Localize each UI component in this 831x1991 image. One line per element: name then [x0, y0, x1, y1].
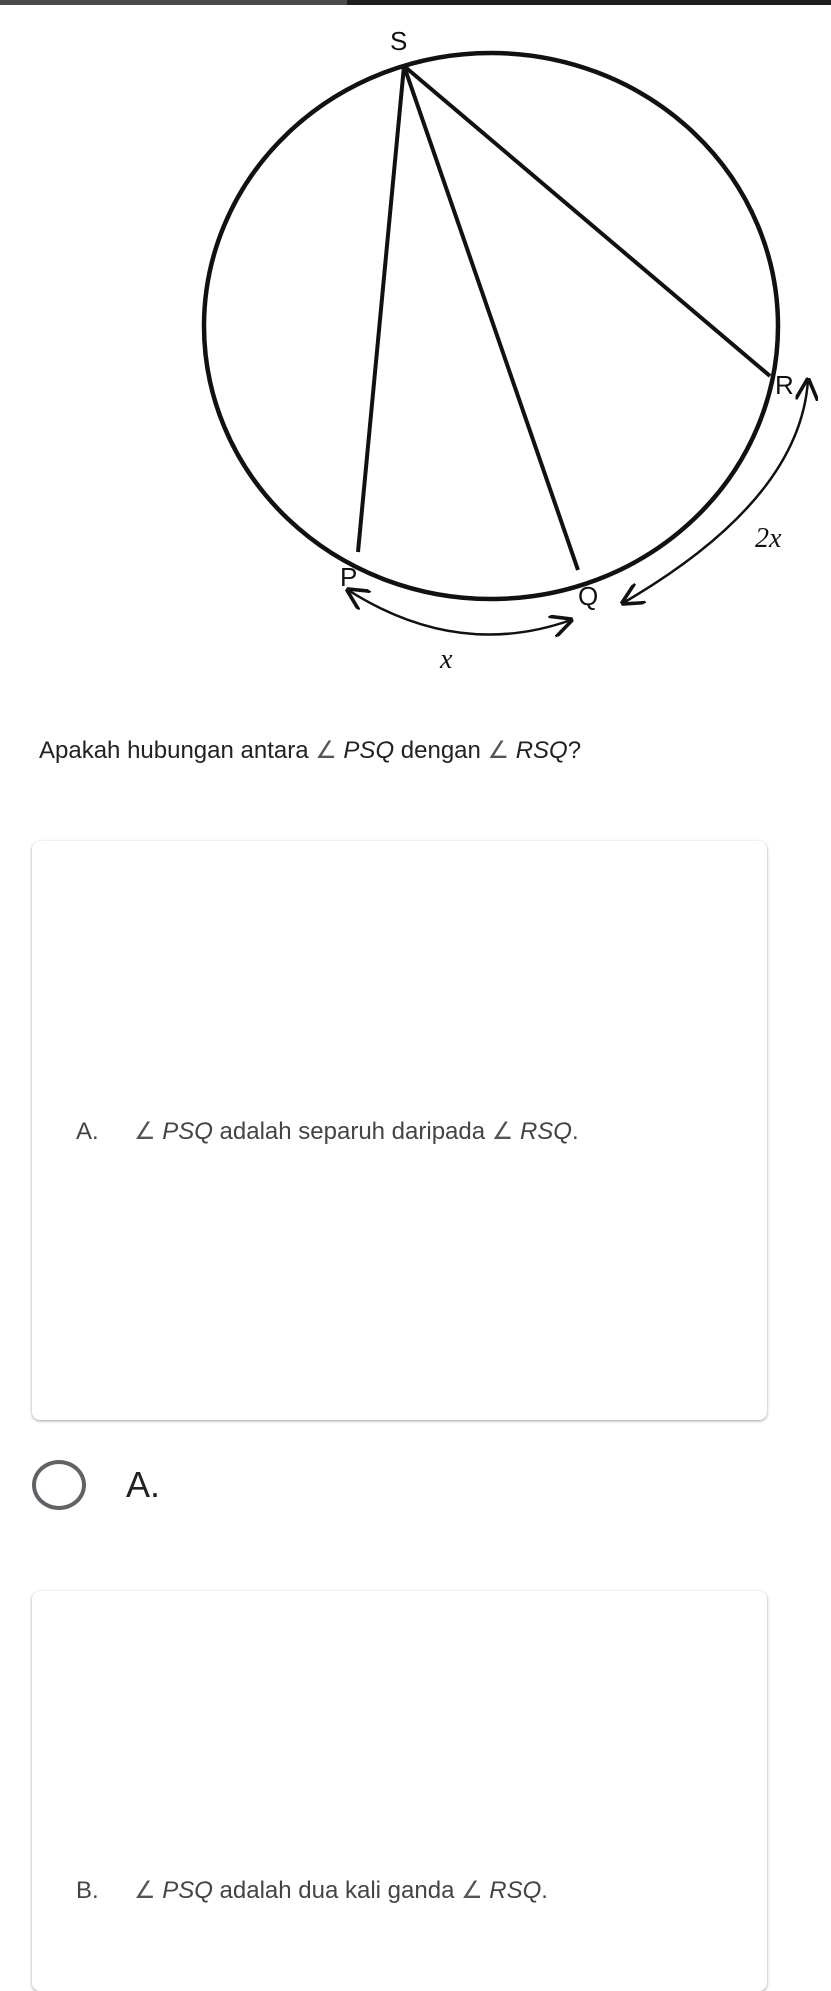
radio-label-a[interactable]: A. — [126, 1464, 161, 1505]
radio-option-a[interactable] — [32, 1458, 160, 1512]
angle-icon: ∠ — [315, 737, 337, 764]
question-suffix: ? — [567, 737, 582, 764]
circle-diagram — [0, 0, 831, 700]
option-body: adalah dua kali ganda — [212, 1877, 462, 1904]
question-prefix: Apakah hubungan antara — [39, 737, 316, 764]
label-q: Q — [578, 581, 599, 611]
arc-arrow-qr — [623, 380, 808, 603]
label-arc-qr: 2x — [755, 523, 782, 554]
circle — [204, 53, 778, 599]
option-end: . — [541, 1877, 548, 1904]
question-middle: dengan — [394, 737, 488, 764]
option-letter: B. — [76, 1877, 99, 1904]
option-a-text — [76, 1117, 579, 1146]
option-angle2: RSQ — [519, 1118, 572, 1145]
label-p: P — [340, 562, 358, 592]
angle-icon: ∠ — [134, 1118, 156, 1145]
question-angle1: PSQ — [343, 737, 395, 764]
option-body: adalah separuh daripada — [212, 1118, 492, 1145]
option-end: . — [571, 1118, 579, 1145]
option-angle1: PSQ — [162, 1877, 213, 1904]
option-angle1: PSQ — [162, 1118, 213, 1145]
label-s: S — [390, 26, 408, 56]
question-text — [39, 736, 581, 765]
chord-sp — [358, 66, 404, 552]
angle-icon: ∠ — [491, 1118, 514, 1145]
angle-icon: ∠ — [134, 1877, 156, 1904]
option-angle2: RSQ — [489, 1877, 542, 1904]
question-angle2: RSQ — [515, 737, 568, 764]
angle-icon: ∠ — [487, 737, 510, 764]
radio-button-a[interactable] — [32, 1460, 86, 1510]
label-r: R — [775, 370, 794, 400]
angle-icon: ∠ — [461, 1877, 483, 1904]
option-card-a[interactable] — [32, 841, 767, 1420]
option-letter: A. — [76, 1118, 99, 1145]
label-arc-pq: x — [440, 644, 453, 675]
option-card-b[interactable] — [32, 1591, 767, 1991]
option-b-text — [76, 1876, 548, 1905]
